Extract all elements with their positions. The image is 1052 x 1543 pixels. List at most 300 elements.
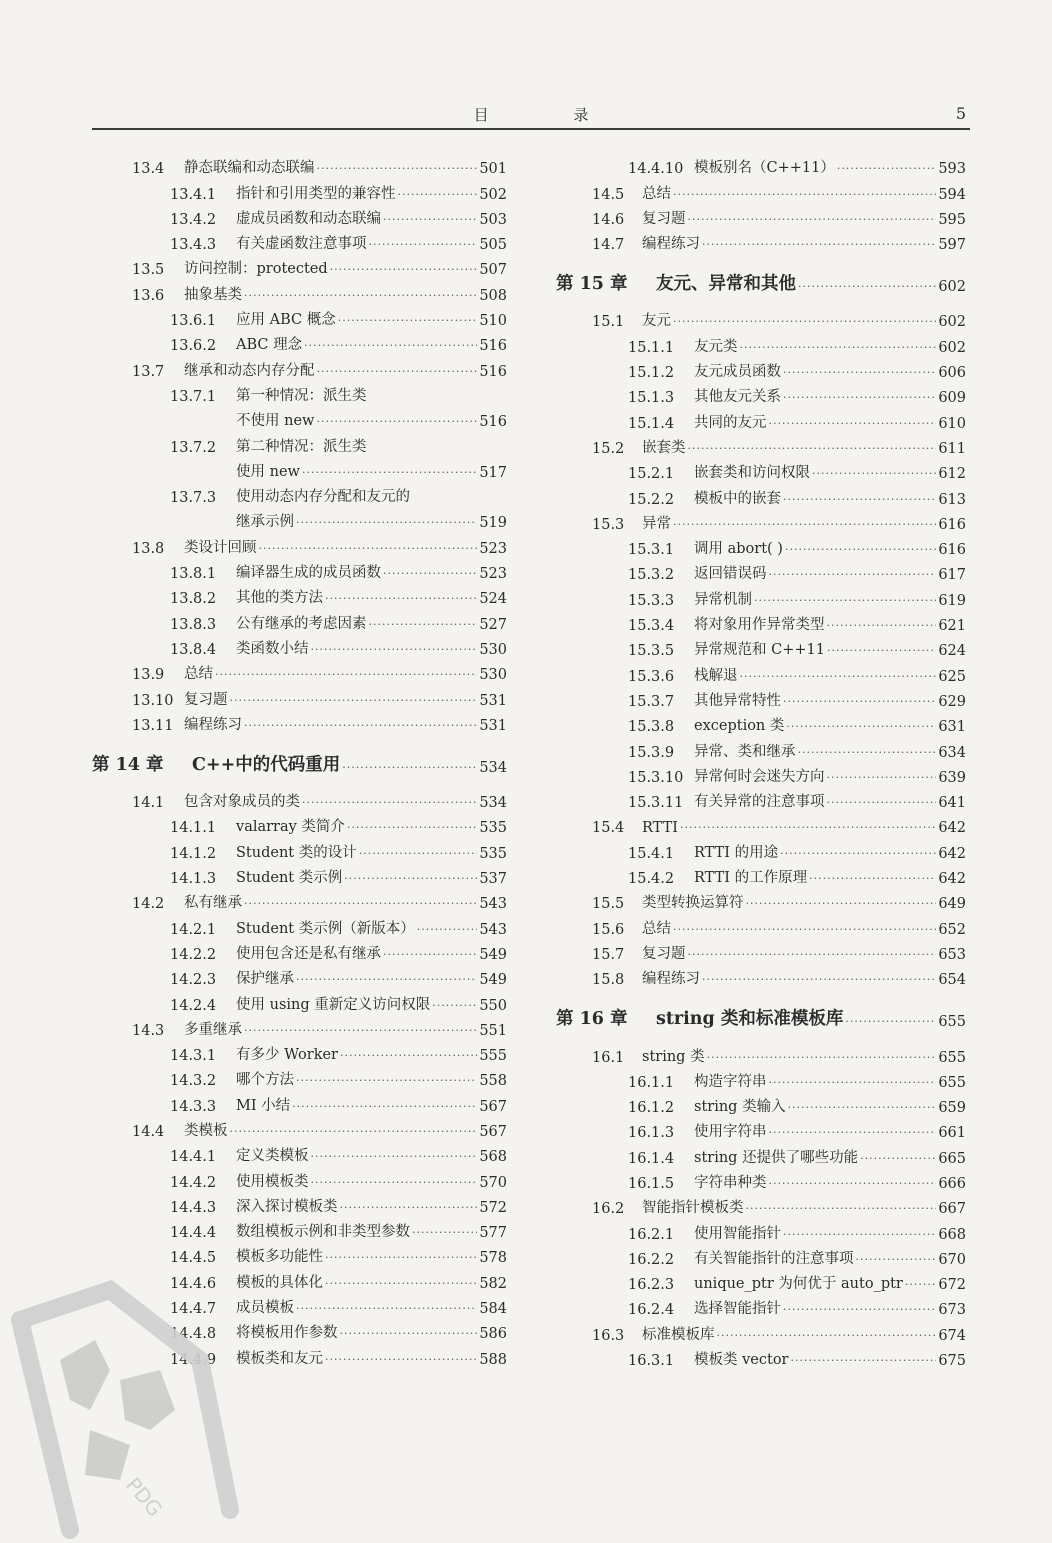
dot-leader — [783, 695, 936, 710]
entry-number: 13.10 — [132, 692, 174, 709]
entry-number: 14.4.1 — [170, 1149, 217, 1166]
entry-page-number: 535 — [479, 820, 507, 837]
dot-leader — [296, 1075, 477, 1090]
toc-section-entry[interactable] — [92, 658, 507, 683]
chapter-heading[interactable] — [556, 1002, 966, 1030]
toc-section-entry[interactable] — [92, 887, 507, 912]
entry-page-number: 597 — [938, 237, 966, 254]
toc-subsection-entry[interactable] — [92, 481, 507, 506]
toc-section-entry[interactable] — [556, 963, 966, 988]
toc-subsection-entry[interactable] — [556, 710, 966, 735]
entry-page-number: 642 — [938, 820, 966, 837]
entry-title: 共同的友元 — [694, 414, 767, 431]
entry-number: 14.3 — [132, 1022, 165, 1039]
entry-page-number: 595 — [938, 211, 966, 228]
entry-page-number: 653 — [938, 946, 966, 963]
toc-section-entry[interactable] — [92, 253, 507, 278]
dot-leader — [827, 771, 937, 786]
entry-page-number: 616 — [938, 516, 966, 533]
dot-leader — [230, 694, 478, 709]
entry-number: 15.2.2 — [628, 491, 675, 508]
toc-subsection-entry[interactable] — [556, 482, 966, 507]
toc-subsection-entry[interactable] — [556, 786, 966, 811]
dot-leader — [783, 367, 936, 382]
entry-title: 使用智能指针 — [694, 1225, 781, 1242]
toc-section-entry[interactable] — [556, 912, 966, 937]
chapter-heading[interactable] — [556, 267, 966, 295]
dot-leader — [812, 468, 936, 483]
entry-title: string 类 — [642, 1048, 705, 1065]
dot-leader — [340, 1328, 478, 1343]
toc-subsection-entry[interactable] — [556, 862, 966, 887]
toc-section-entry[interactable] — [556, 305, 966, 330]
entry-title: 使用包含还是私有继承 — [236, 945, 381, 962]
toc-subsection-entry[interactable] — [556, 381, 966, 406]
toc-section-entry[interactable] — [556, 1192, 966, 1217]
toc-section-entry[interactable] — [556, 1040, 966, 1065]
entry-title: 复习题 — [184, 691, 228, 708]
dot-leader — [417, 923, 478, 938]
entry-page-number: 519 — [479, 515, 507, 532]
toc-subsection-entry[interactable] — [556, 1141, 966, 1166]
entry-page-number: 652 — [938, 921, 966, 938]
toc-subsection-entry[interactable] — [556, 836, 966, 861]
entry-number: 16.2.3 — [628, 1277, 675, 1294]
entry-number: 14.4.7 — [170, 1301, 217, 1318]
dot-leader — [292, 1100, 477, 1115]
toc-section-entry[interactable] — [92, 709, 507, 734]
toc-section-entry[interactable] — [92, 1115, 507, 1140]
toc-subsection-entry[interactable] — [92, 1089, 507, 1114]
dot-leader — [791, 1355, 937, 1370]
toc-subsection-entry[interactable] — [92, 1140, 507, 1165]
entry-title: 哪个方法 — [236, 1072, 294, 1089]
entry-number: 15.3 — [592, 516, 625, 533]
toc-subsection-entry[interactable] — [92, 963, 507, 988]
toc-section-entry[interactable] — [92, 786, 507, 811]
dot-leader — [783, 392, 936, 407]
entry-title: 深入探讨模板类 — [236, 1198, 338, 1215]
dot-leader — [383, 568, 477, 583]
toc-section-entry[interactable] — [556, 938, 966, 963]
toc-subsection-entry[interactable] — [556, 1066, 966, 1091]
toc-subsection-entry[interactable] — [92, 1165, 507, 1190]
entry-number: 15.4 — [592, 820, 625, 837]
toc-section-entry[interactable] — [556, 811, 966, 836]
toc-subsection-entry[interactable] — [92, 506, 507, 531]
toc-subsection-entry[interactable] — [556, 685, 966, 710]
entry-page-number: 577 — [479, 1225, 507, 1242]
dot-leader — [383, 948, 477, 963]
header-title: 目 录 — [473, 106, 629, 124]
entry-number: 16.1 — [592, 1049, 625, 1066]
entry-page-number: 503 — [479, 211, 507, 228]
toc-subsection-entry[interactable] — [556, 761, 966, 786]
entry-title: 使用 new — [236, 463, 300, 480]
entry-title: 模板多功能性 — [236, 1249, 323, 1266]
toc-subsection-entry[interactable] — [92, 836, 507, 861]
entry-title: 类设计回顾 — [184, 539, 257, 556]
toc-subsection-entry[interactable] — [556, 1243, 966, 1268]
dot-leader — [311, 1151, 478, 1166]
entry-number: 16.3 — [592, 1327, 625, 1344]
toc-subsection-entry[interactable] — [92, 405, 507, 430]
entry-page-number: 667 — [938, 1201, 966, 1218]
dot-leader — [673, 923, 936, 938]
entry-page-number: 501 — [479, 161, 507, 178]
toc-section-entry[interactable] — [92, 278, 507, 303]
entry-number: 16.3.1 — [628, 1353, 675, 1370]
toc-subsection-entry[interactable] — [92, 329, 507, 354]
entry-page-number: 609 — [938, 390, 966, 407]
toc-subsection-entry[interactable] — [556, 457, 966, 482]
entry-title: Student 类示例（新版本） — [236, 920, 415, 937]
entry-page-number: 619 — [938, 592, 966, 609]
entry-number: 13.7.1 — [170, 388, 217, 405]
entry-title: 智能指针模板类 — [642, 1200, 744, 1217]
entry-number: 13.8.4 — [170, 641, 217, 658]
entry-number: 14.2.2 — [170, 946, 217, 963]
entry-title: 编程练习 — [184, 716, 242, 733]
toc-subsection-entry[interactable] — [556, 330, 966, 355]
dot-leader — [230, 1125, 478, 1140]
toc-subsection-entry[interactable] — [556, 1091, 966, 1116]
dot-leader — [783, 493, 936, 508]
dot-leader — [432, 999, 477, 1014]
toc-subsection-entry[interactable] — [556, 1344, 966, 1369]
entry-number: 14.1 — [132, 795, 165, 812]
dot-leader — [317, 365, 478, 380]
entry-number: 14.4.10 — [628, 161, 684, 178]
entry-page-number: 549 — [479, 946, 507, 963]
entry-number: 14.4.8 — [170, 1326, 217, 1343]
entry-number: 15.4.2 — [628, 871, 675, 888]
entry-page-number: 527 — [479, 616, 507, 633]
dot-leader — [717, 1329, 937, 1344]
entry-title: 标准模板库 — [642, 1326, 715, 1343]
entry-title: 不使用 new — [236, 413, 315, 430]
entry-number: 16.2.1 — [628, 1226, 675, 1243]
entry-page-number: 654 — [938, 972, 966, 989]
entry-title: 类型转换运算符 — [642, 895, 744, 912]
toc-section-entry[interactable] — [556, 887, 966, 912]
toc-subsection-entry[interactable] — [92, 607, 507, 632]
entry-title: 定义类模板 — [236, 1148, 309, 1165]
entry-number: 15.3.5 — [628, 643, 675, 660]
dot-leader — [347, 822, 477, 837]
entry-title: string 还提供了哪些功能 — [694, 1149, 859, 1166]
entry-title: 友元 — [642, 313, 671, 330]
entry-page-number: 631 — [938, 719, 966, 736]
toc-subsection-entry[interactable] — [92, 633, 507, 658]
entry-title: 模板的具体化 — [236, 1274, 323, 1291]
entry-page-number: 665 — [938, 1150, 966, 1167]
entry-title: 嵌套类 — [642, 439, 686, 456]
entry-title: 复习题 — [642, 945, 686, 962]
dot-leader — [244, 719, 477, 734]
dot-leader — [296, 974, 477, 989]
entry-number: 13.4.1 — [170, 186, 217, 203]
dot-leader — [673, 518, 936, 533]
toc-subsection-entry[interactable] — [556, 1217, 966, 1242]
entry-title: string 类输入 — [694, 1099, 786, 1116]
entry-page-number: 570 — [479, 1174, 507, 1191]
entry-page-number: 502 — [479, 186, 507, 203]
entry-page-number: 624 — [938, 643, 966, 660]
entry-page-number: 549 — [479, 972, 507, 989]
toc-section-entry[interactable] — [556, 432, 966, 457]
dot-leader — [680, 822, 936, 837]
chapter-heading[interactable] — [92, 748, 507, 776]
entry-number: 14.3.2 — [170, 1073, 217, 1090]
entry-title: 返回错误码 — [694, 566, 767, 583]
toc-subsection-entry[interactable] — [92, 203, 507, 228]
toc-subsection-entry[interactable] — [92, 557, 507, 582]
toc-section-entry[interactable] — [92, 152, 507, 177]
toc-subsection-entry[interactable] — [92, 938, 507, 963]
dot-leader — [827, 620, 937, 635]
toc-subsection-entry[interactable] — [92, 811, 507, 836]
entry-number: 15.1.4 — [628, 415, 675, 432]
dot-leader — [707, 1051, 937, 1066]
entry-number: 16.1.1 — [628, 1074, 675, 1091]
toc-subsection-entry[interactable] — [556, 634, 966, 659]
entry-page-number: 661 — [938, 1125, 966, 1142]
dot-leader — [302, 466, 477, 481]
dot-leader — [398, 188, 478, 203]
toc-section-entry[interactable] — [556, 177, 966, 202]
dot-leader — [302, 797, 477, 812]
toc-subsection-entry[interactable] — [556, 558, 966, 583]
entry-page-number: 634 — [938, 744, 966, 761]
toc-section-entry[interactable] — [92, 354, 507, 379]
entry-page-number: 516 — [479, 414, 507, 431]
toc-subsection-entry[interactable] — [92, 1191, 507, 1216]
toc-subsection-entry[interactable] — [92, 228, 507, 253]
dot-leader — [688, 948, 937, 963]
dot-leader — [860, 1152, 936, 1167]
entry-title: 有关异常的注意事项 — [694, 794, 825, 811]
toc-subsection-entry[interactable] — [556, 1293, 966, 1318]
toc-subsection-entry[interactable] — [92, 380, 507, 405]
entry-number: 15.1.3 — [628, 390, 675, 407]
dot-leader — [785, 544, 936, 559]
dot-leader — [330, 264, 478, 279]
entry-title: 将模板用作参数 — [236, 1325, 338, 1342]
entry-title: unique_ptr 为何优于 auto_ptr — [694, 1276, 903, 1293]
running-header — [92, 104, 970, 130]
dot-leader — [783, 1228, 936, 1243]
entry-title: 模板类 vector — [694, 1352, 789, 1369]
toc-subsection-entry[interactable] — [556, 735, 966, 760]
toc-subsection-entry[interactable] — [92, 582, 507, 607]
entry-page-number: 551 — [479, 1022, 507, 1039]
toc-subsection-entry[interactable] — [92, 988, 507, 1013]
dot-leader — [311, 1176, 478, 1191]
entry-number: 15.1.1 — [628, 339, 675, 356]
entry-title: 使用动态内存分配和友元的 — [236, 489, 410, 506]
dot-leader — [344, 873, 477, 888]
entry-page-number: 642 — [938, 871, 966, 888]
entry-title: exception 类 — [694, 718, 785, 735]
entry-title: 第二种情况：派生类 — [236, 438, 367, 455]
entry-page-number: 606 — [938, 365, 966, 382]
toc-section-entry[interactable] — [556, 1318, 966, 1343]
entry-title: RTTI — [642, 820, 679, 837]
toc-subsection-entry[interactable] — [556, 533, 966, 558]
entry-page-number: 516 — [479, 363, 507, 380]
entry-page-number: 568 — [479, 1149, 507, 1166]
dot-leader — [702, 974, 936, 989]
entry-title: Student 类的设计 — [236, 844, 357, 861]
dot-leader — [740, 670, 937, 685]
entry-page-number: 642 — [938, 845, 966, 862]
toc-subsection-entry[interactable] — [92, 1216, 507, 1241]
entry-page-number: 516 — [479, 338, 507, 355]
toc-subsection-entry[interactable] — [556, 1268, 966, 1293]
entry-title: MI 小结 — [236, 1097, 291, 1114]
entry-number: 第 15 章 — [556, 274, 628, 295]
entry-title: 复习题 — [642, 210, 686, 227]
entry-title: 其他的类方法 — [236, 590, 323, 607]
toc-subsection-entry[interactable] — [92, 1039, 507, 1064]
entry-page-number: 558 — [479, 1073, 507, 1090]
entry-title: 有关虚函数注意事项 — [236, 236, 367, 253]
entry-page-number: 611 — [938, 440, 966, 457]
entry-page-number: 534 — [479, 759, 507, 776]
entry-number: 14.2.4 — [170, 997, 217, 1014]
entry-number: 13.5 — [132, 262, 165, 279]
entry-title: 模板中的嵌套 — [694, 490, 781, 507]
entry-page-number: 625 — [938, 668, 966, 685]
dot-leader — [837, 163, 936, 178]
dot-leader — [325, 1252, 477, 1267]
toc-section-entry[interactable] — [556, 228, 966, 253]
entry-page-number: 567 — [479, 1123, 507, 1140]
entry-title: 模板别名（C++11） — [694, 160, 835, 177]
entry-title: 将对象用作异常类型 — [694, 617, 825, 634]
entry-page-number: 510 — [479, 313, 507, 330]
entry-number: 15.3.7 — [628, 693, 675, 710]
entry-number: 15.8 — [592, 972, 625, 989]
entry-title: 异常机制 — [694, 591, 752, 608]
entry-page-number: 555 — [479, 1048, 507, 1065]
entry-page-number: 508 — [479, 287, 507, 304]
toc-subsection-entry[interactable] — [556, 659, 966, 684]
dot-leader — [856, 1253, 937, 1268]
entry-number: 14.4.4 — [170, 1225, 217, 1242]
toc-subsection-entry[interactable] — [92, 1241, 507, 1266]
entry-number: 14.4 — [132, 1123, 165, 1140]
dot-leader — [798, 278, 936, 296]
entry-page-number: 659 — [938, 1100, 966, 1117]
entry-title: 总结 — [642, 185, 671, 202]
entry-number: 16.1.3 — [628, 1125, 675, 1142]
entry-number: 16.2.4 — [628, 1302, 675, 1319]
entry-number: 13.6 — [132, 287, 165, 304]
entry-page-number: 550 — [479, 997, 507, 1014]
entry-page-number: 534 — [479, 795, 507, 812]
entry-title: ABC 理念 — [236, 337, 303, 354]
toc-subsection-entry[interactable] — [92, 430, 507, 455]
entry-title: 继承和动态内存分配 — [184, 362, 315, 379]
entry-title: 类模板 — [184, 1122, 228, 1139]
entry-title: 类函数小结 — [236, 640, 309, 657]
entry-number: 15.3.9 — [628, 744, 675, 761]
dot-leader — [244, 289, 477, 304]
toc-section-entry[interactable] — [556, 203, 966, 228]
entry-page-number: 535 — [479, 845, 507, 862]
dot-leader — [342, 758, 477, 776]
toc-left-column — [92, 152, 507, 1368]
entry-title: 栈解退 — [694, 667, 738, 684]
toc-subsection-entry[interactable] — [556, 1167, 966, 1192]
dot-leader — [688, 213, 937, 228]
toc-subsection-entry[interactable] — [92, 912, 507, 937]
entry-title: 构造字符串 — [694, 1073, 767, 1090]
toc-subsection-entry[interactable] — [92, 456, 507, 481]
toc-subsection-entry[interactable] — [92, 1064, 507, 1089]
entry-title: 选择智能指针 — [694, 1301, 781, 1318]
dot-leader — [215, 669, 477, 684]
entry-number: 15.3.10 — [628, 769, 684, 786]
dot-leader — [754, 594, 936, 609]
toc-subsection-entry[interactable] — [556, 1116, 966, 1141]
entry-number: 16.1.2 — [628, 1100, 675, 1117]
toc-subsection-entry[interactable] — [556, 406, 966, 431]
entry-page-number: 602 — [938, 314, 966, 331]
dot-leader — [259, 542, 478, 557]
toc-subsection-entry[interactable] — [556, 152, 966, 177]
dot-leader — [788, 1102, 937, 1117]
entry-number: 15.7 — [592, 946, 625, 963]
toc-section-entry[interactable] — [556, 508, 966, 533]
entry-number: 15.4.1 — [628, 845, 675, 862]
dot-leader — [780, 847, 936, 862]
entry-page-number: 621 — [938, 618, 966, 635]
entry-title: 数组模板示例和非类型参数 — [236, 1224, 410, 1241]
entry-number: 13.6.2 — [170, 338, 217, 355]
toc-subsection-entry[interactable] — [92, 862, 507, 887]
entry-page-number: 610 — [938, 415, 966, 432]
entry-title: 保护继承 — [236, 971, 294, 988]
dot-leader — [296, 517, 477, 532]
entry-number: 13.4.2 — [170, 211, 217, 228]
entry-page-number: 629 — [938, 693, 966, 710]
entry-number: 第 16 章 — [556, 1009, 628, 1030]
entry-number: 13.8.1 — [170, 566, 217, 583]
dot-leader — [740, 341, 937, 356]
entry-page-number: 673 — [938, 1302, 966, 1319]
entry-number: 15.6 — [592, 921, 625, 938]
entry-page-number: 602 — [938, 279, 966, 296]
toc-section-entry[interactable] — [92, 531, 507, 556]
toc-subsection-entry[interactable] — [556, 356, 966, 381]
toc-section-entry[interactable] — [92, 683, 507, 708]
toc-section-entry[interactable] — [92, 1014, 507, 1039]
entry-number: 15.3.3 — [628, 592, 675, 609]
entry-title: RTTI 的工作原理 — [694, 870, 808, 887]
toc-subsection-entry[interactable] — [556, 609, 966, 634]
toc-subsection-entry[interactable] — [92, 304, 507, 329]
dot-leader — [769, 1177, 937, 1192]
entry-title: 多重继承 — [184, 1021, 242, 1038]
entry-page-number: 670 — [938, 1251, 966, 1268]
entry-page-number: 612 — [938, 466, 966, 483]
toc-subsection-entry[interactable] — [92, 177, 507, 202]
toc-subsection-entry[interactable] — [556, 583, 966, 608]
dot-leader — [412, 1227, 477, 1242]
